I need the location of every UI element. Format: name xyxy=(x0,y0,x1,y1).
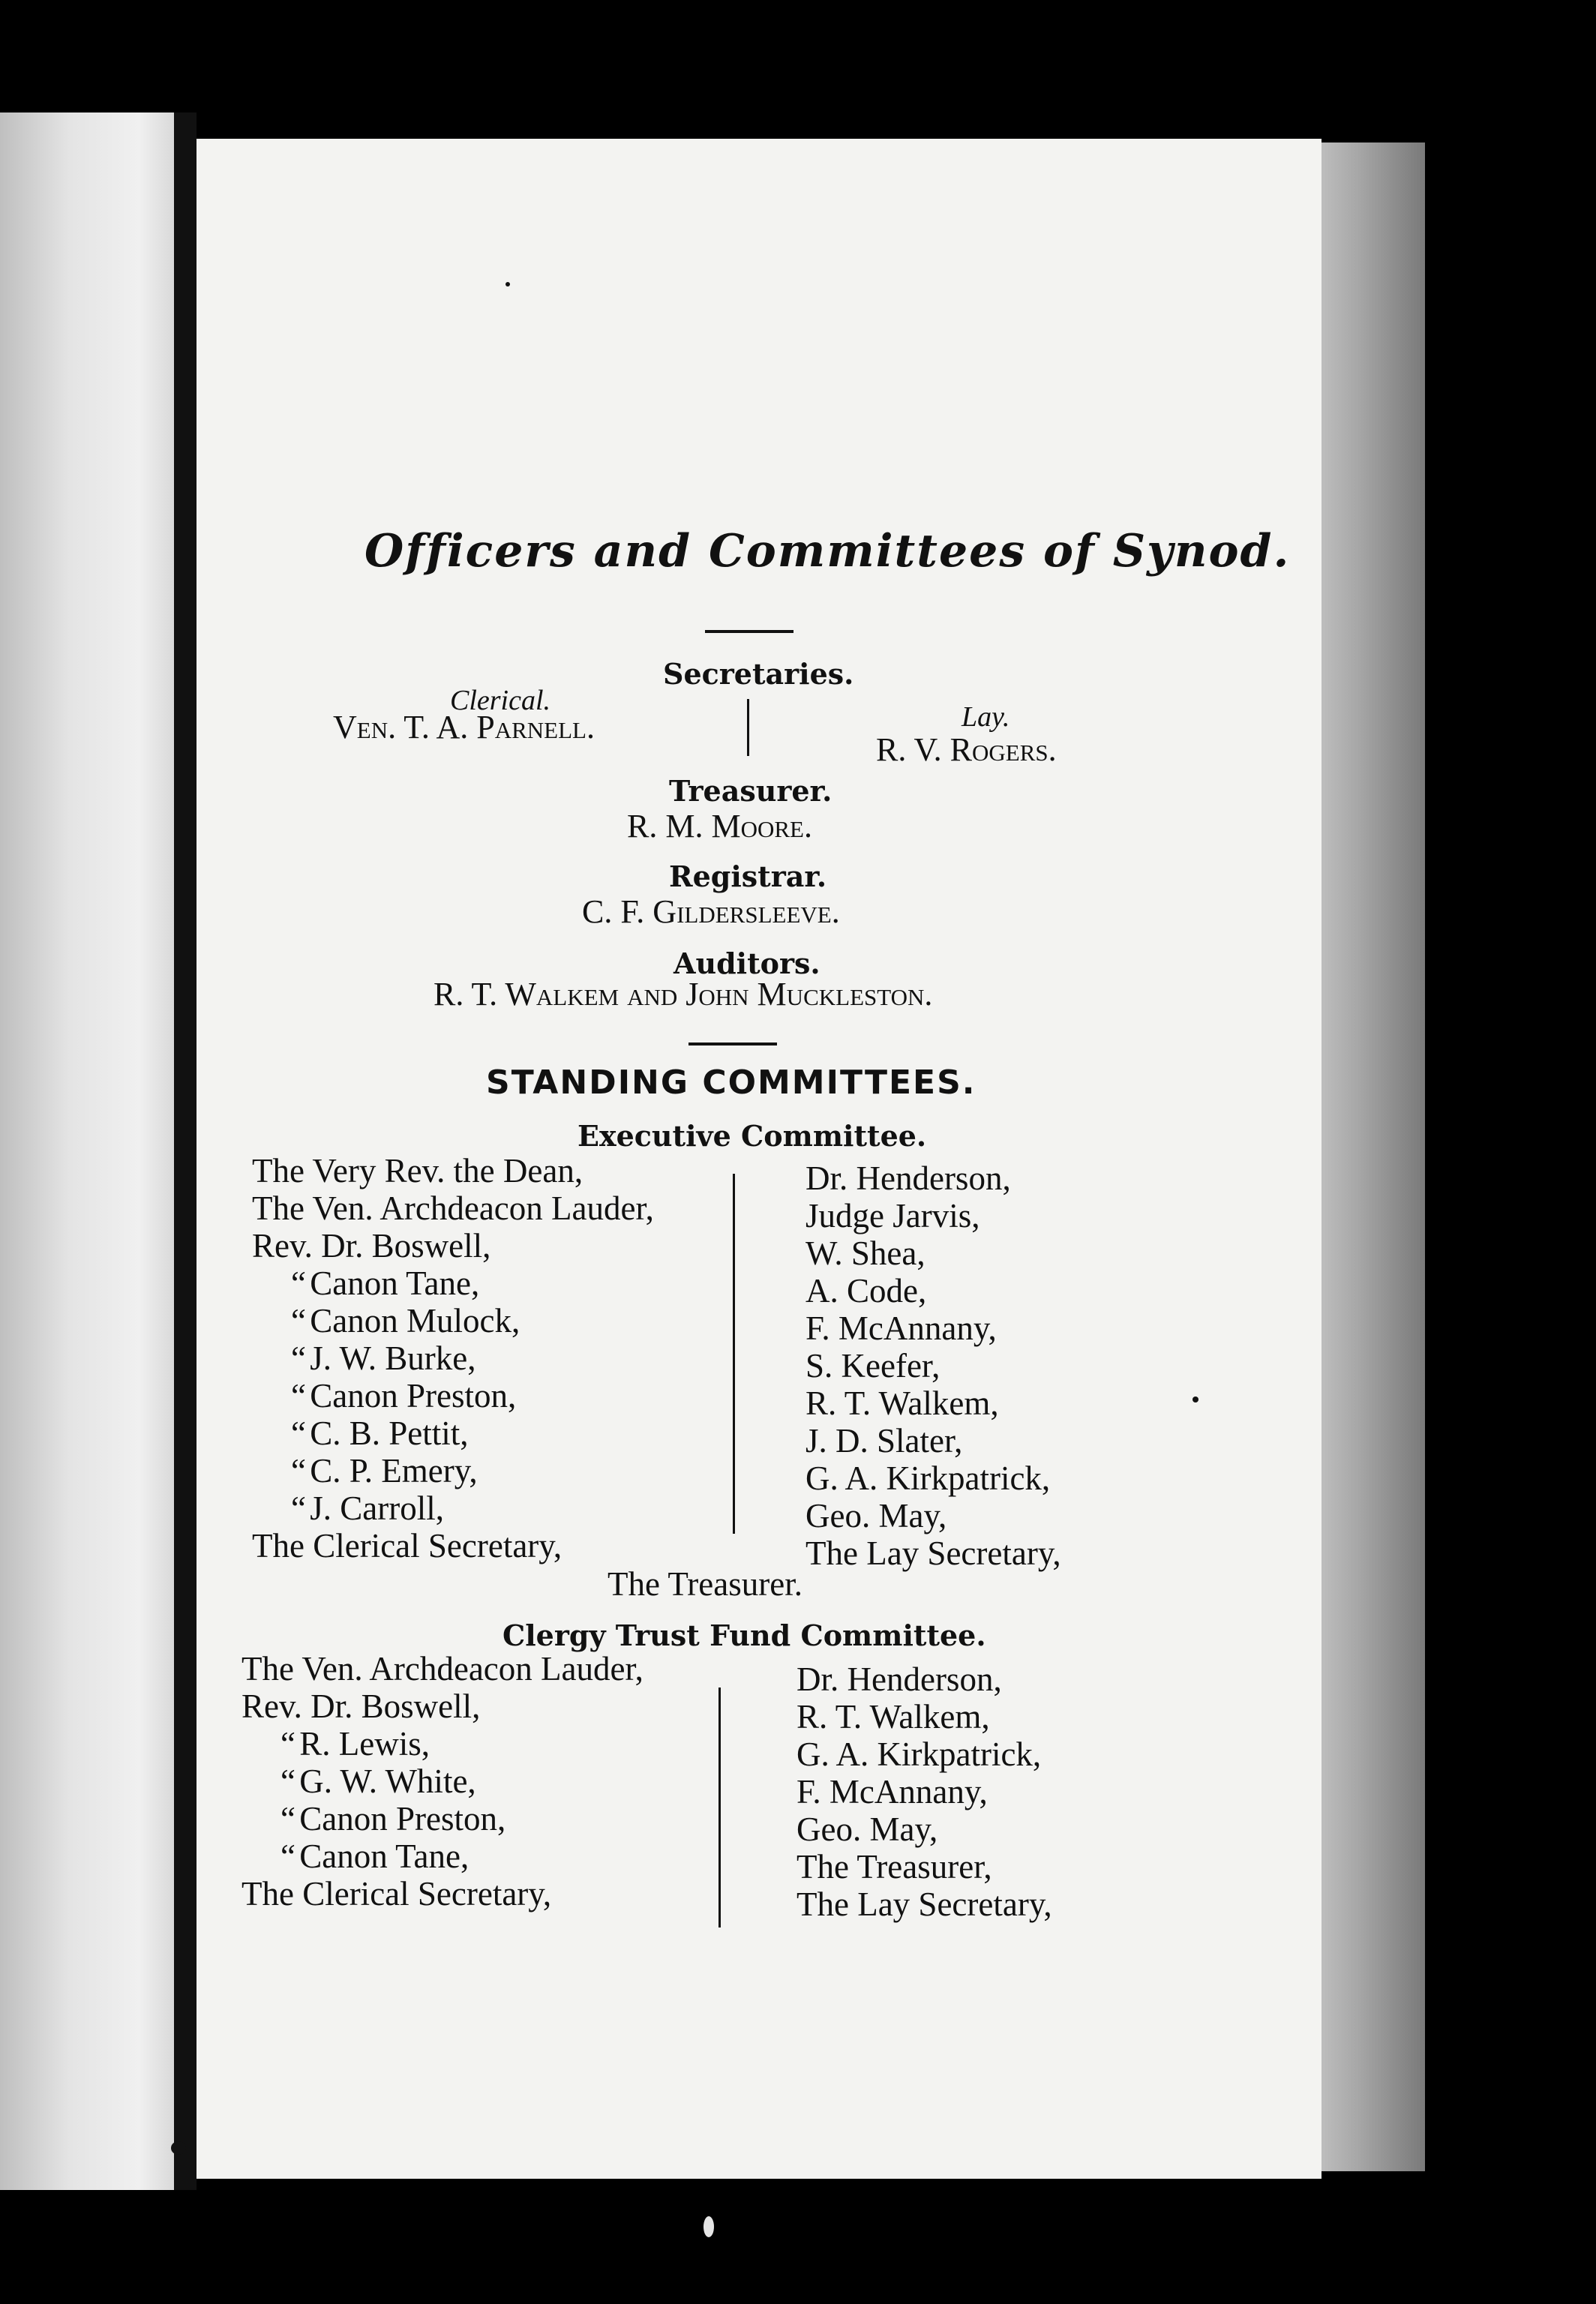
member-name: The Ven. Archdeacon Lauder, xyxy=(252,1190,654,1227)
member-row xyxy=(242,1800,644,1838)
member-name: The Lay Secretary, xyxy=(806,1534,1061,1572)
member-name: C. B. Pettit, xyxy=(310,1414,469,1452)
ditto-mark: “ xyxy=(291,1414,306,1452)
executive-divider xyxy=(733,1174,735,1534)
scan-speck xyxy=(171,2141,186,2155)
member-name: The Very Rev. the Dean, xyxy=(252,1152,584,1190)
standing-committees-heading: STANDING COMMITTEES. xyxy=(486,1064,976,1102)
clergy-trust-heading: Clergy Trust Fund Committee. xyxy=(502,1618,986,1652)
ditto-mark: “ xyxy=(291,1340,306,1377)
member-name: R. Lewis, xyxy=(299,1725,430,1762)
member-row xyxy=(252,1340,654,1377)
ditto-mark: “ xyxy=(280,1725,296,1762)
ditto-mark: “ xyxy=(280,1800,296,1838)
scan-speck xyxy=(1192,1396,1198,1402)
member-row xyxy=(242,1875,644,1912)
member-row xyxy=(252,1190,654,1227)
member-name: G. A. Kirkpatrick, xyxy=(796,1736,1042,1773)
secretaries-heading: Secretaries. xyxy=(663,657,854,691)
secretaries-divider xyxy=(747,699,749,756)
member-name: Geo. May, xyxy=(806,1497,947,1534)
member-name: The Ven. Archdeacon Lauder, xyxy=(242,1650,644,1688)
auditors-names: R. T. Walkem and John Muckleston. xyxy=(434,976,933,1012)
page-title: Officers and Committees of Synod. xyxy=(364,525,1291,578)
ditto-mark: “ xyxy=(280,1762,296,1800)
executive-lay-list xyxy=(806,1160,1061,1572)
clerical-label: Clerical. xyxy=(450,685,551,716)
member-name: F. McAnnany, xyxy=(806,1310,997,1347)
executive-treasurer: The Treasurer. xyxy=(608,1565,802,1603)
title-rule xyxy=(705,630,794,633)
member-name: Geo. May, xyxy=(796,1810,938,1848)
member-row xyxy=(252,1452,654,1490)
member-name: Rev. Dr. Boswell, xyxy=(242,1688,481,1725)
ditto-mark: “ xyxy=(291,1302,306,1340)
clerical-secretary: Ven. T. A. Parnell. xyxy=(333,709,595,746)
member-name: Canon Preston, xyxy=(299,1800,506,1838)
facing-page xyxy=(0,112,174,2190)
scan-speck xyxy=(506,282,510,286)
member-name: Dr. Henderson, xyxy=(796,1660,1002,1698)
member-name: Dr. Henderson, xyxy=(806,1160,1011,1197)
ditto-mark: “ xyxy=(291,1452,306,1490)
lay-label: Lay. xyxy=(962,701,1010,733)
clergy-trust-lay-list xyxy=(796,1660,1052,1923)
ditto-mark: “ xyxy=(291,1490,306,1527)
member-row xyxy=(242,1762,644,1800)
ditto-mark: “ xyxy=(291,1377,306,1414)
member-name: G. A. Kirkpatrick, xyxy=(806,1460,1051,1497)
member-name: A. Code, xyxy=(806,1272,927,1310)
page-edge xyxy=(1322,142,1425,2171)
treasurer-heading: Treasurer. xyxy=(669,774,832,808)
member-name: J. D. Slater, xyxy=(806,1422,963,1460)
member-name: Judge Jarvis, xyxy=(806,1197,980,1234)
member-name: W. Shea, xyxy=(806,1234,926,1272)
ditto-mark: “ xyxy=(280,1838,296,1875)
member-row xyxy=(242,1838,644,1875)
member-name: Canon Preston, xyxy=(310,1377,517,1414)
clergy-trust-divider xyxy=(718,1688,721,1928)
member-name: Canon Tane, xyxy=(310,1264,480,1302)
member-name: The Treasurer, xyxy=(796,1848,992,1886)
book-spine xyxy=(174,112,196,2190)
registrar-name: C. F. Gildersleeve. xyxy=(582,893,840,930)
executive-committee-heading: Executive Committee. xyxy=(578,1119,927,1153)
member-row xyxy=(252,1227,654,1264)
member-row xyxy=(242,1650,644,1688)
member-name: R. T. Walkem, xyxy=(796,1698,990,1736)
member-row xyxy=(252,1264,654,1302)
member-name: R. T. Walkem, xyxy=(806,1384,999,1422)
member-name: J. Carroll, xyxy=(310,1490,444,1527)
member-row xyxy=(242,1688,644,1725)
member-name: S. Keefer, xyxy=(806,1347,940,1384)
member-name: The Clerical Secretary, xyxy=(242,1875,552,1912)
member-name: C. P. Emery, xyxy=(310,1452,478,1490)
lay-secretary: R. V. Rogers. xyxy=(876,731,1057,768)
clergy-trust-clerical-list xyxy=(242,1650,644,1912)
member-name: J. W. Burke, xyxy=(310,1340,476,1377)
member-name: The Lay Secretary, xyxy=(796,1886,1052,1923)
member-row xyxy=(252,1152,654,1190)
member-row xyxy=(252,1414,654,1452)
member-row xyxy=(252,1302,654,1340)
member-name: Canon Tane, xyxy=(299,1838,470,1875)
member-row xyxy=(252,1377,654,1414)
registrar-heading: Registrar. xyxy=(669,860,827,893)
ditto-mark: “ xyxy=(291,1264,306,1302)
officers-rule xyxy=(688,1042,777,1046)
member-name: Rev. Dr. Boswell, xyxy=(252,1227,491,1264)
scan-speck xyxy=(704,2216,714,2237)
member-name: G. W. White, xyxy=(299,1762,476,1800)
member-name: F. McAnnany, xyxy=(796,1773,988,1810)
member-name: The Clerical Secretary, xyxy=(252,1527,562,1564)
member-row xyxy=(242,1725,644,1762)
member-row xyxy=(252,1490,654,1527)
member-name: Canon Mulock, xyxy=(310,1302,520,1340)
member-row xyxy=(252,1527,654,1564)
executive-clerical-list xyxy=(252,1152,654,1564)
auditors-heading: Auditors. xyxy=(674,946,820,980)
treasurer-name: R. M. Moore. xyxy=(627,808,812,844)
